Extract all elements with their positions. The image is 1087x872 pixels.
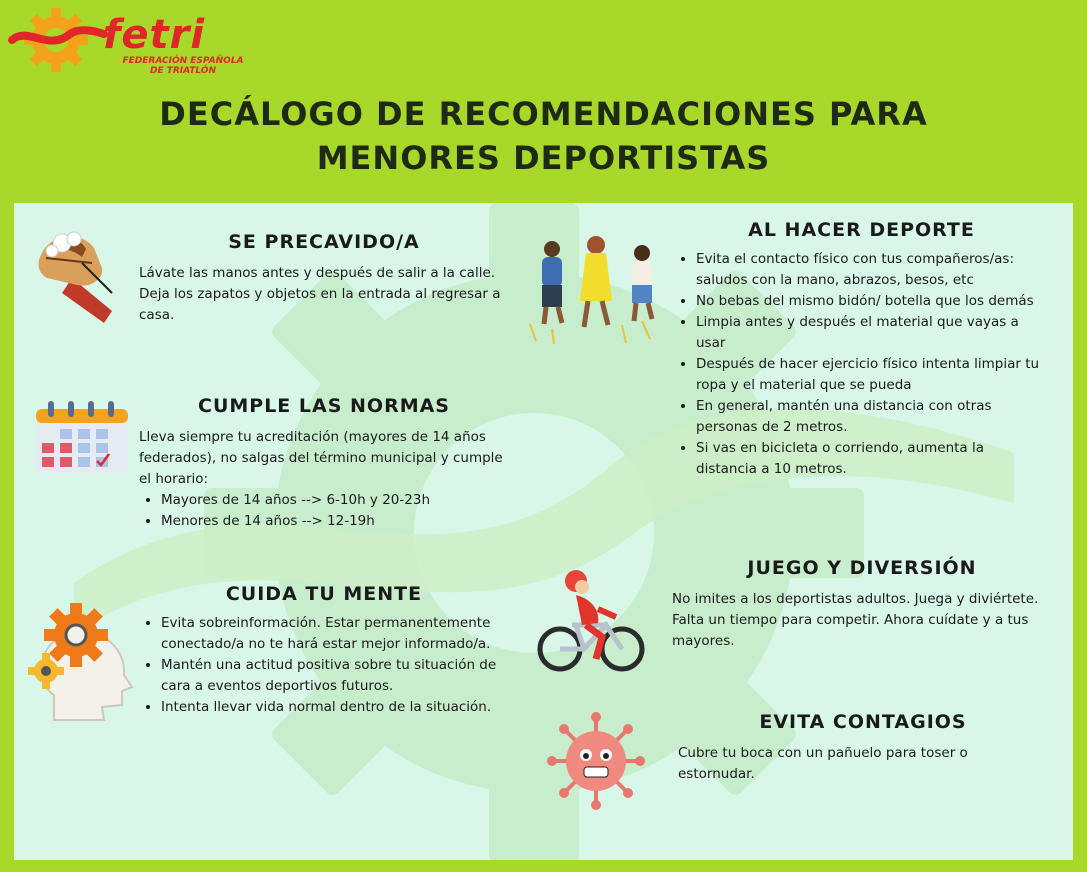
list-item: • No bebas del mismo bidón/ botella que los demás [696, 291, 1049, 312]
content-panel [14, 203, 1073, 860]
head-gear-icon [24, 595, 134, 725]
section-contagios [678, 711, 1048, 785]
page-title: DECÁLOGO DE RECOMENDACIONES PARA MENORES DEPORTISTAS [159, 95, 928, 177]
handwash-icon [32, 223, 132, 328]
section-text: Cubre tu boca con un pañuelo para toser o estornudar. [678, 745, 968, 782]
section-list [674, 249, 1049, 480]
virus-icon [546, 711, 646, 811]
list-item: • Si vas en bicicleta o corriendo, aumenta la distancia a 10 metros. [696, 438, 1049, 480]
section-heading: SE PRECAVIDO/A [228, 231, 420, 253]
section-list [139, 490, 509, 532]
running-people-icon [522, 229, 672, 349]
section-normas [139, 395, 509, 532]
section-heading: CUMPLE LAS NORMAS [198, 395, 450, 417]
section-text: Lleva siempre tu acreditación (mayores de 14 años federados), no salgas del término municipal y cumple el horario: [139, 429, 503, 487]
list-item: • En general, mantén una distancia con otras personas de 2 metros. [696, 396, 1049, 438]
cyclist-icon [536, 569, 646, 679]
list-item: • Mayores de 14 años --> 6-10h y 20-23h [161, 490, 509, 511]
list-item: • Evita el contacto físico con tus compañeros/as: saludos con la mano, abrazos, besos, etc [696, 249, 1049, 291]
list-item: • Menores de 14 años --> 12-19h [161, 511, 509, 532]
list-item: • Limpia antes y después el material que vayas a usar [696, 312, 1049, 354]
logo-wordmark: fetri [103, 12, 206, 58]
section-heading: EVITA CONTAGIOS [759, 711, 967, 733]
section-text: Falta un tiempo para competir. Ahora cuídate y a tus mayores. [672, 612, 1029, 649]
fetri-logo [8, 4, 258, 79]
section-mente [139, 583, 509, 718]
section-heading: JUEGO Y DIVERSIÓN [747, 557, 977, 579]
logo-subtitle: FEDERACIÓN ESPAÑOLA DE TRIATLÓN [122, 56, 244, 76]
list-item: • Mantén una actitud positiva sobre tu situación de cara a eventos deportivos futuros. [161, 655, 509, 697]
section-heading: CUIDA TU MENTE [225, 583, 423, 605]
list-item: • Intenta llevar vida normal dentro de la situación. [161, 697, 509, 718]
calendar-icon [34, 399, 130, 475]
section-text: Lávate las manos antes y después de salir a la calle. Deja los zapatos y objetos en la entrada al regresar a casa. [139, 265, 501, 323]
section-juego [672, 557, 1052, 652]
section-list [139, 613, 509, 718]
list-item: • Evita sobreinformación. Estar permanentemente conectado/a no te hará estar mejor informado/a. [161, 613, 509, 655]
section-precavido [139, 231, 509, 326]
section-text: No imites a los deportistas adultos. Juega y diviértete. [672, 591, 1039, 607]
list-item: • Después de hacer ejercicio físico intenta limpiar tu ropa y el material que se pueda [696, 354, 1049, 396]
section-deporte [674, 219, 1049, 480]
section-heading: AL HACER DEPORTE [748, 219, 975, 241]
